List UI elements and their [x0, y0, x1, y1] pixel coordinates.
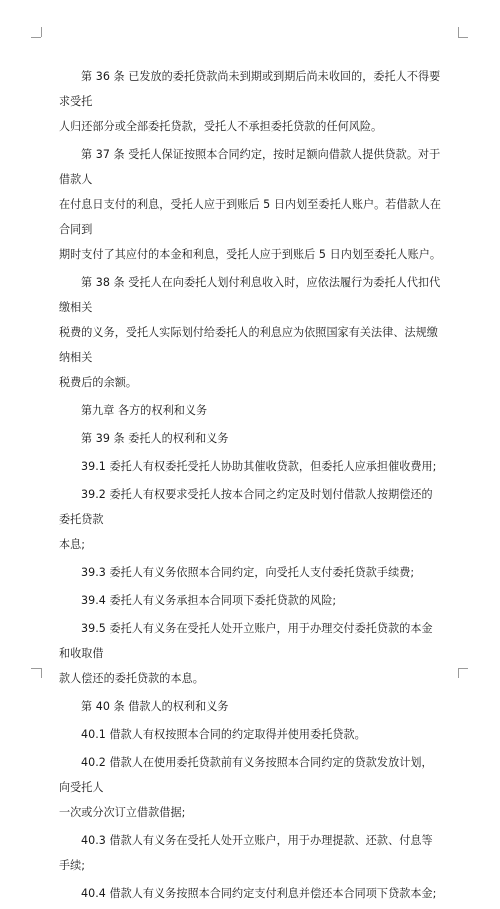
chapter-9-heading-text: 第九章 各方的权利和义务: [81, 404, 208, 417]
article-36: [59, 64, 443, 139]
crop-mark-top-right-vertical: [458, 27, 459, 37]
article-38: [59, 270, 443, 395]
clause-40-2-line-2: 一次或分次订立借款借据;: [59, 806, 186, 819]
article-37-line-1: 第 37 条 受托人保证按照本合同约定，按时足额向借款人提供贷款。对于借款人: [59, 148, 441, 186]
clause-39-5-line-1: 39.5 委托人有义务在受托人处开立账户，用于办理交付委托贷款的本金和收取借: [59, 622, 433, 660]
clause-40-1-line-1: 40.1 借款人有权按照本合同的约定取得并使用委托贷款。: [81, 728, 366, 741]
clause-40-3-line-1: 40.3 借款人有义务在受托人处开立账户，用于办理提款、还款、付息等手续;: [59, 834, 433, 872]
document-body: [59, 64, 443, 909]
crop-mark-bottom-left-vertical: [41, 668, 42, 678]
clause-39-5-line-2: 款人偿还的委托贷款的本息。: [59, 672, 204, 685]
crop-mark-bottom-left-horizontal: [31, 668, 41, 669]
clause-40-1: [59, 722, 443, 747]
chapter-9-heading: [59, 398, 443, 423]
article-38-line-2: 税费的义务，受托人实际划付给委托人的利息应为依照国家有关法律、法规缴纳相关: [59, 326, 438, 364]
clause-39-4: [59, 588, 443, 613]
article-36-line-2: 人归还部分或全部委托贷款，受托人不承担委托贷款的任何风险。: [59, 120, 383, 133]
clause-39-2-line-1: 39.2 委托人有权要求受托人按本合同之约定及时划付借款人按期偿还的委托贷款: [59, 488, 433, 526]
clause-40-2: [59, 750, 443, 825]
clause-40-3: [59, 828, 443, 878]
clause-40-4: [59, 881, 443, 906]
article-36-line-1: 第 36 条 已发放的委托贷款尚未到期或到期后尚未收回的，委托人不得要求受托: [59, 70, 441, 108]
clause-39-3-line-1: 39.3 委托人有义务依照本合同约定，向受托人支付委托贷款手续费;: [81, 566, 415, 579]
clause-39-1: [59, 454, 443, 479]
clause-39-4-line-1: 39.4 委托人有义务承担本合同项下委托贷款的风险;: [81, 594, 337, 607]
clause-39-2: [59, 482, 443, 557]
clause-40-4-line-1: 40.4 借款人有义务按照本合同约定支付利息并偿还本合同项下贷款本金;: [81, 887, 437, 900]
article-37: [59, 142, 443, 267]
clause-39-2-line-2: 本息;: [59, 538, 86, 551]
article-39-heading: [59, 426, 443, 451]
article-38-line-1: 第 38 条 受托人在向委托人划付利息收入时，应依法履行为委托人代扣代缴相关: [59, 276, 441, 314]
crop-mark-bottom-right-vertical: [458, 668, 459, 678]
article-40-heading-text: 第 40 条 借款人的权利和义务: [81, 700, 229, 713]
article-39-heading-text: 第 39 条 委托人的权利和义务: [81, 432, 229, 445]
clause-40-2-line-1: 40.2 借款人在使用委托贷款前有义务按照本合同约定的贷款发放计划，向受托人: [59, 756, 433, 794]
article-37-line-3: 期时支付了其应付的本金和利息，受托人应于到账后 5 日内划至委托人账户。: [59, 248, 442, 261]
crop-mark-top-left-horizontal: [31, 37, 41, 38]
clause-39-3: [59, 560, 443, 585]
article-37-line-2: 在付息日支付的利息，受托人应于到账后 5 日内划至委托人账户。若借款人在合同到: [59, 198, 442, 236]
crop-mark-bottom-right-horizontal: [458, 668, 468, 669]
crop-mark-top-right-horizontal: [458, 37, 468, 38]
crop-mark-top-left-vertical: [41, 27, 42, 37]
article-38-line-3: 税费后的余额。: [59, 376, 138, 389]
clause-39-5: [59, 616, 443, 691]
clause-39-1-line-1: 39.1 委托人有权委托受托人协助其催收贷款，但委托人应承担催收费用;: [81, 460, 437, 473]
